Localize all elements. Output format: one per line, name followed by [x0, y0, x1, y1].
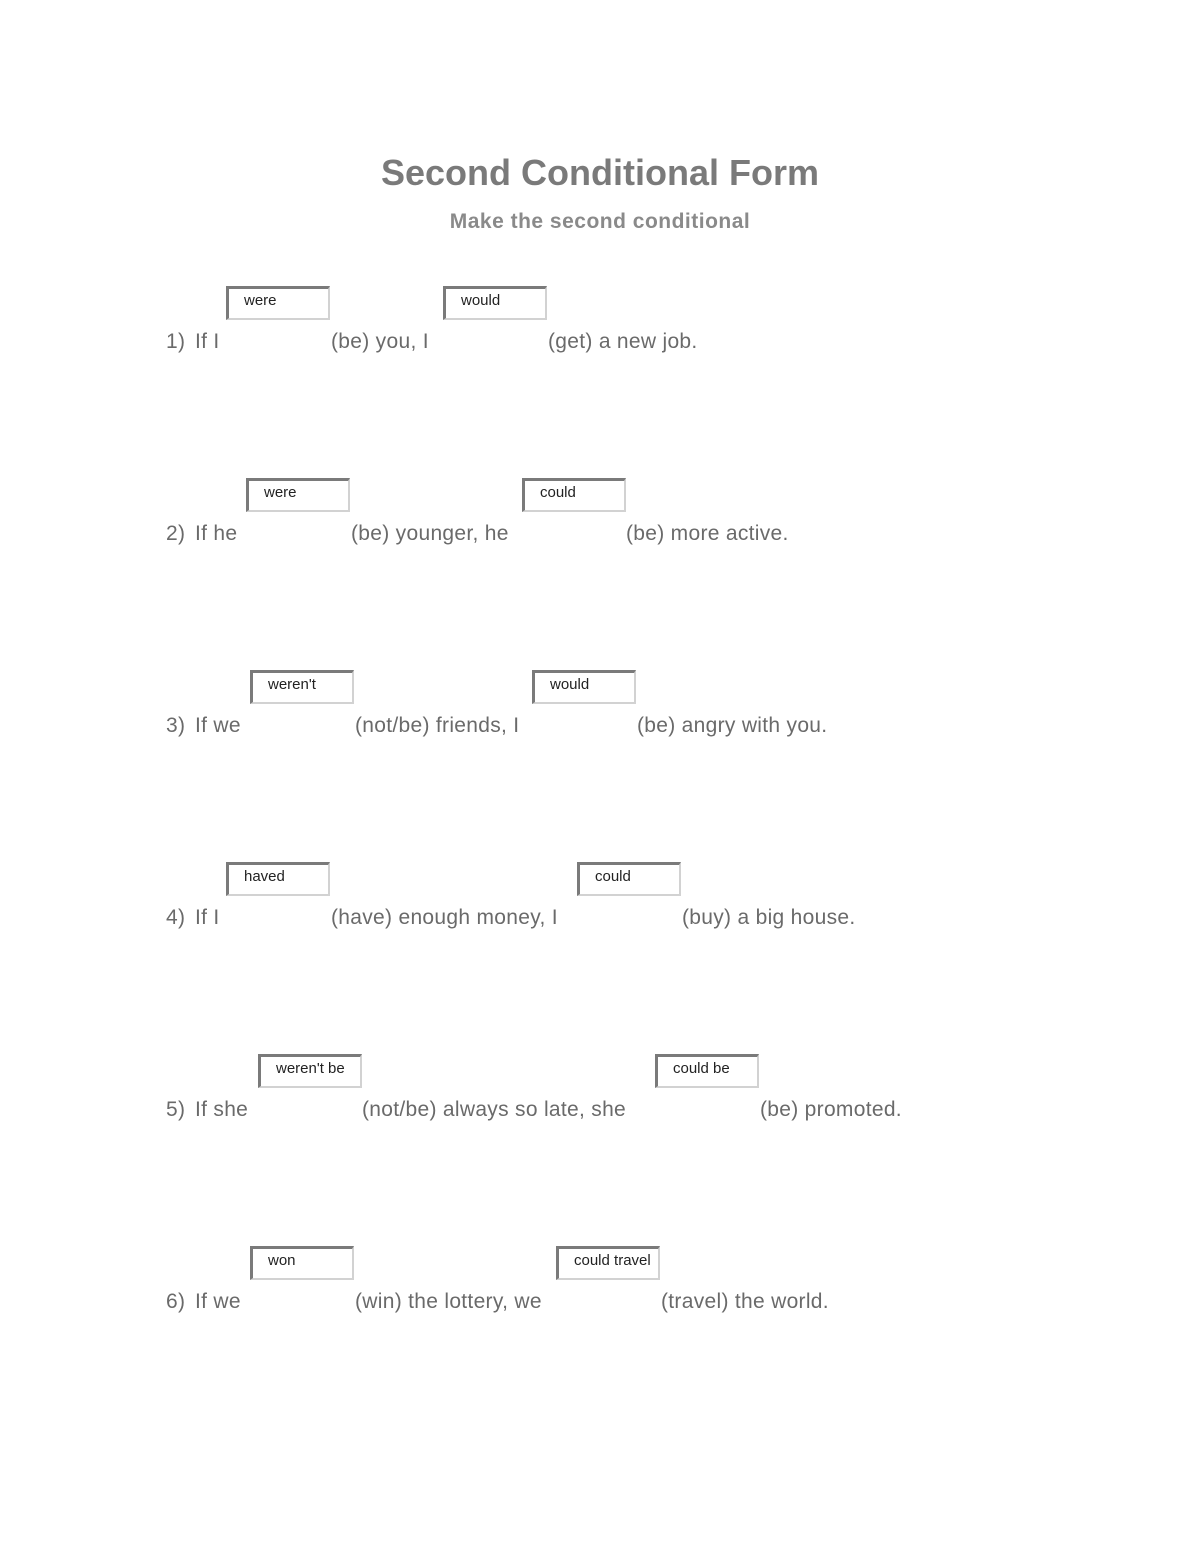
- answer-field-4a[interactable]: haved: [226, 862, 330, 896]
- answer-field-6b[interactable]: could travel: [556, 1246, 660, 1280]
- page-subtitle: Make the second conditional: [449, 210, 751, 233]
- exercise-3-part-1: If we: [195, 714, 241, 737]
- exercise-5-part-2: (not/be) always so late, she: [362, 1098, 627, 1121]
- answer-field-2a[interactable]: were: [246, 478, 350, 512]
- answer-field-6a[interactable]: won: [250, 1246, 354, 1280]
- exercise-4-part-2: (have) enough money, I: [331, 906, 558, 929]
- answer-field-1b[interactable]: would: [443, 286, 547, 320]
- exercise-6-part-3: (travel) the world.: [661, 1290, 829, 1313]
- exercise-6-part-1: If we: [195, 1290, 241, 1313]
- exercise-1-number: 1): [166, 330, 186, 353]
- exercise-1-part-3: (get) a new job.: [548, 330, 698, 353]
- answer-field-2b[interactable]: could: [522, 478, 626, 512]
- exercise-2-part-1: If he: [195, 522, 238, 545]
- exercise-3-part-2: (not/be) friends, I: [355, 714, 520, 737]
- answer-field-4b[interactable]: could: [577, 862, 681, 896]
- exercise-4-part-3: (buy) a big house.: [682, 906, 856, 929]
- exercise-3-part-3: (be) angry with you.: [637, 714, 828, 737]
- exercise-2-part-2: (be) younger, he: [351, 522, 509, 545]
- exercise-2-number: 2): [166, 522, 186, 545]
- answer-field-1a[interactable]: were: [226, 286, 330, 320]
- exercise-2-part-3: (be) more active.: [626, 522, 789, 545]
- page-title: Second Conditional Form: [381, 152, 819, 193]
- exercise-5-part-1: If she: [195, 1098, 249, 1121]
- answer-field-5b[interactable]: could be: [655, 1054, 759, 1088]
- answer-field-5a[interactable]: weren't be: [258, 1054, 362, 1088]
- exercise-5-part-3: (be) promoted.: [760, 1098, 902, 1121]
- answer-field-3b[interactable]: would: [532, 670, 636, 704]
- exercise-6-part-2: (win) the lottery, we: [355, 1290, 542, 1313]
- exercise-3-number: 3): [166, 714, 186, 737]
- exercise-1-part-2: (be) you, I: [331, 330, 429, 353]
- exercise-4-number: 4): [166, 906, 186, 929]
- exercise-1-part-1: If I: [195, 330, 220, 353]
- answer-field-3a[interactable]: weren't: [250, 670, 354, 704]
- exercise-4-part-1: If I: [195, 906, 220, 929]
- exercise-5-number: 5): [166, 1098, 186, 1121]
- exercise-6-number: 6): [166, 1290, 186, 1313]
